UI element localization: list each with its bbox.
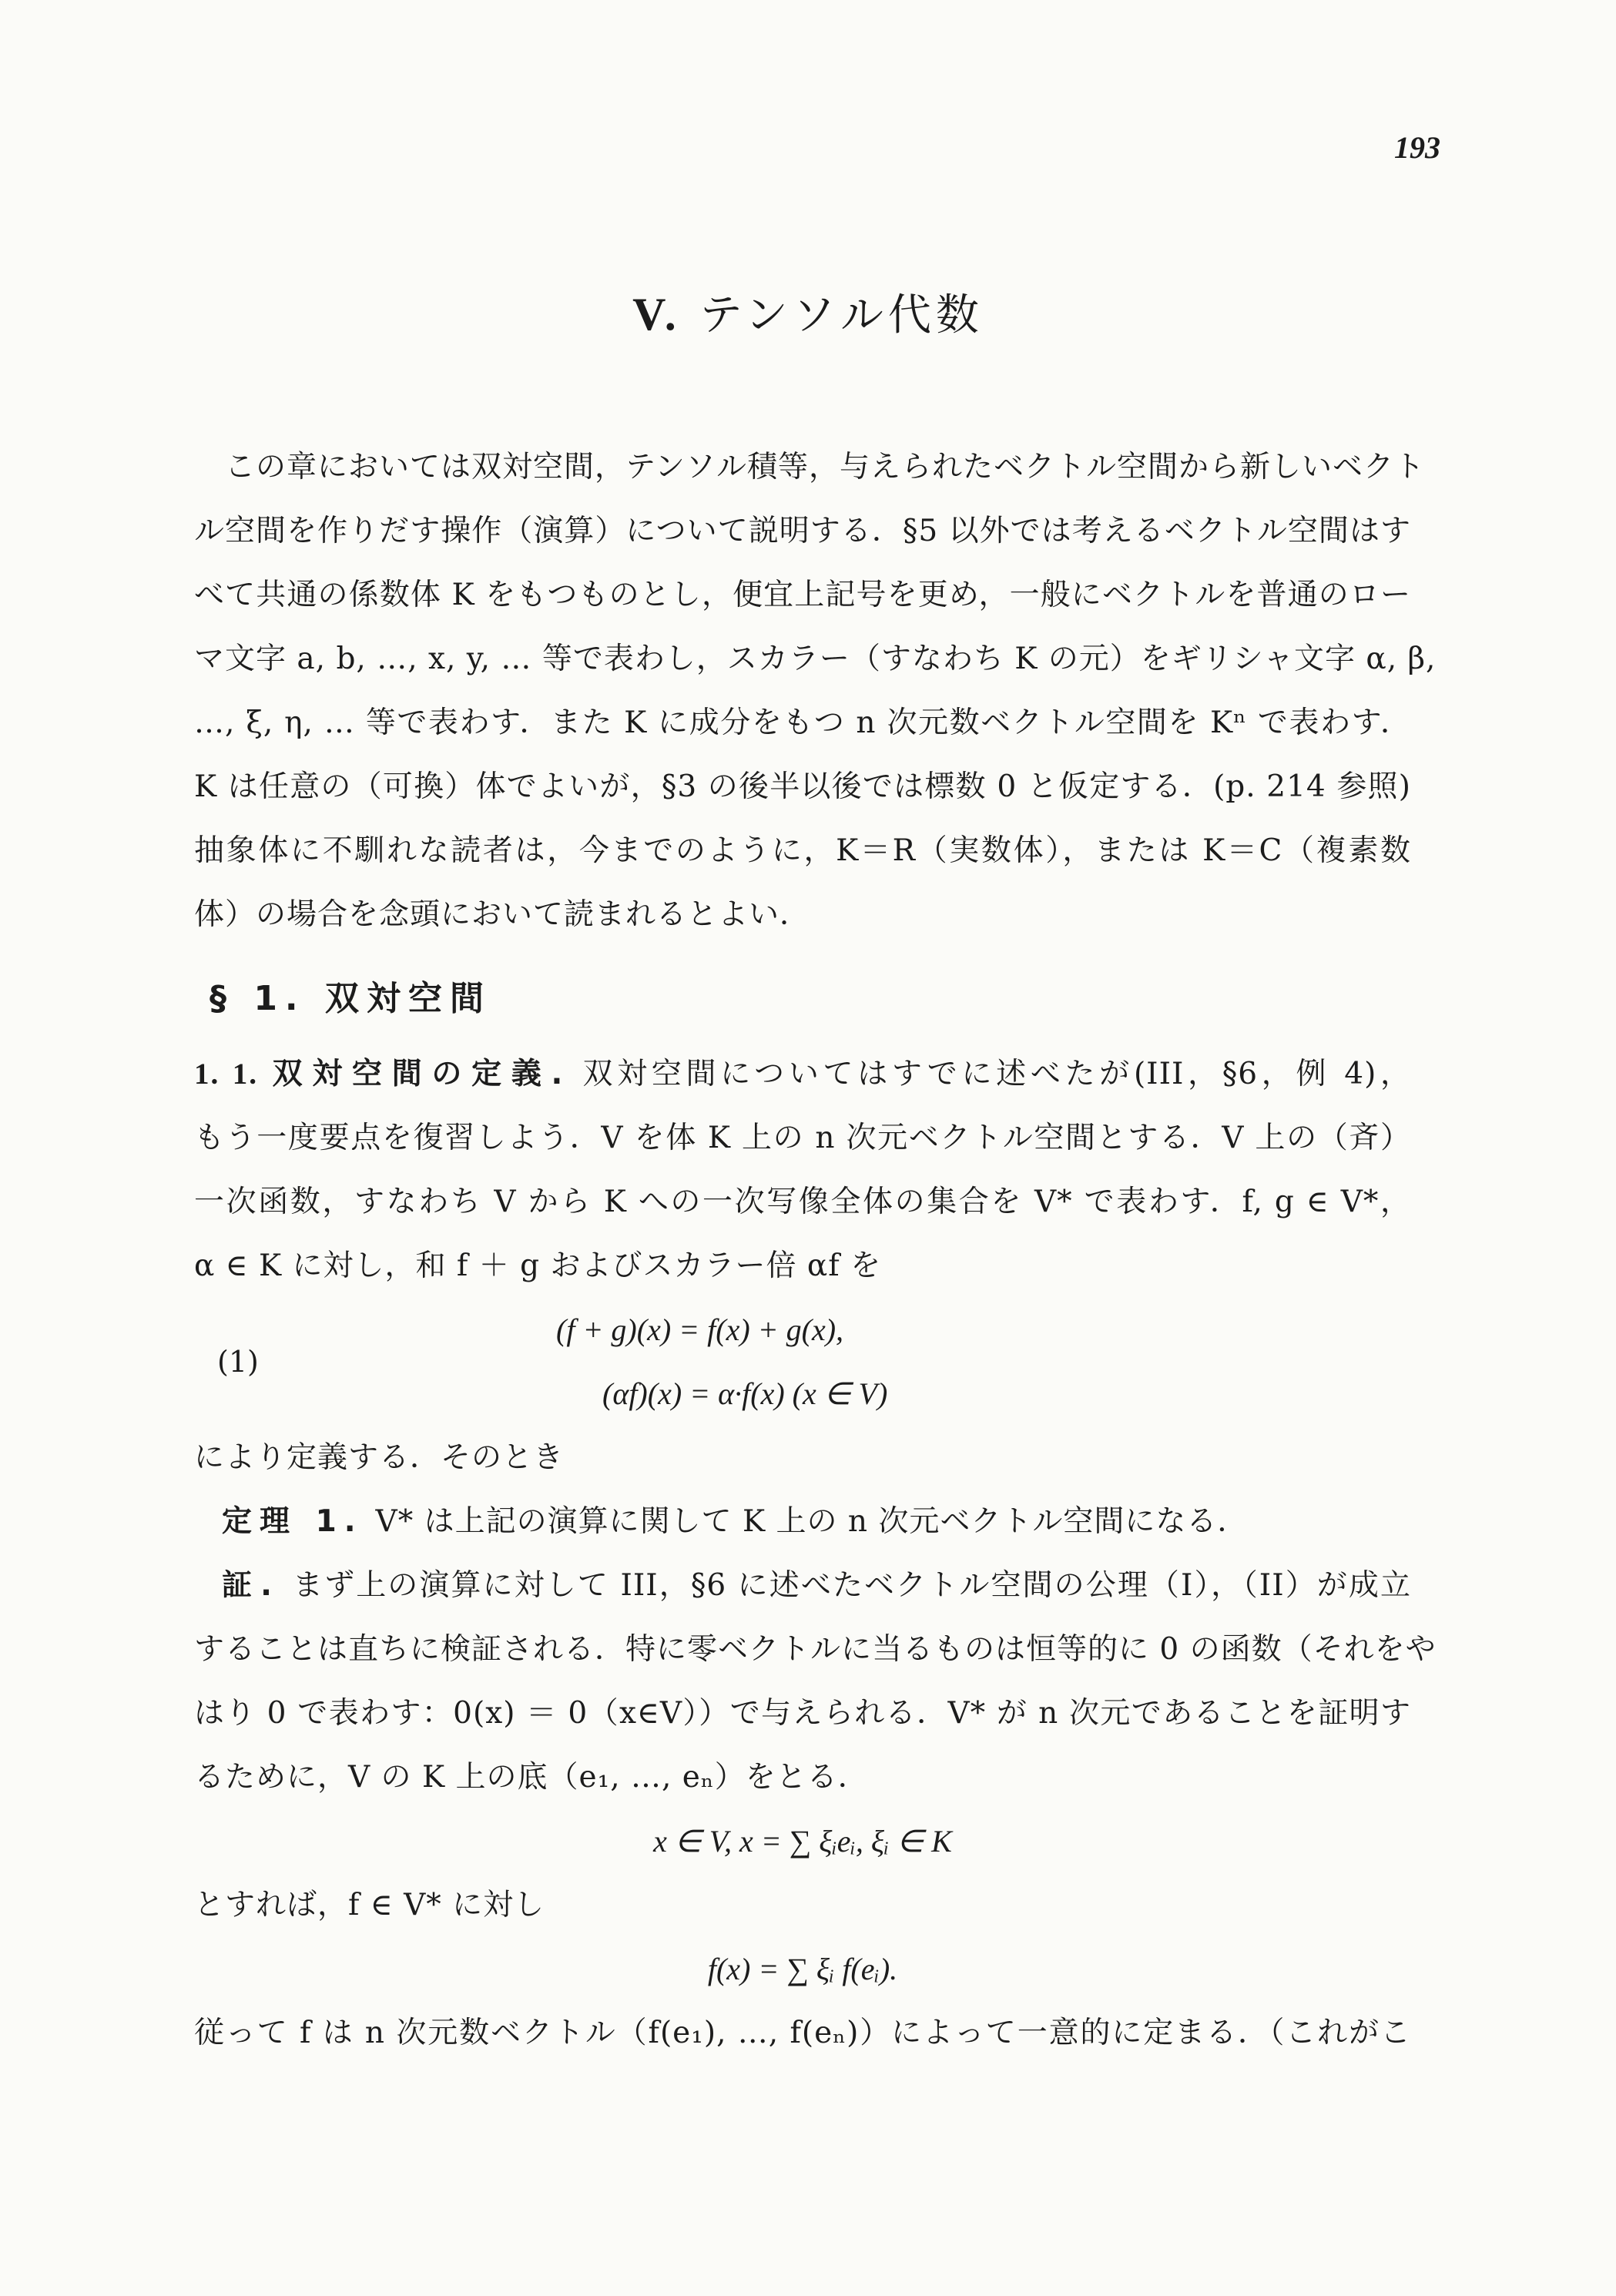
equation-label: (1) bbox=[217, 1345, 259, 1379]
section-heading: § 1. 双対空間 bbox=[210, 979, 491, 1018]
section-body bbox=[194, 1042, 1437, 2065]
intro-line: ル空間を作りだす操作（演算）について説明する．§5 以外では考えるベクトル空間はす bbox=[194, 514, 1411, 548]
body-line: することは直ちに検証される．特に零ベクトルに当るものは恒等的に 0 の函数（それをや bbox=[194, 1632, 1437, 1667]
chapter-numeral: V. bbox=[632, 289, 681, 340]
body-line: により定義する．そのとき bbox=[194, 1440, 565, 1475]
subsection-number: 1. 1. bbox=[194, 1058, 258, 1091]
intro-line: 体）の場合を念頭において読まれるとよい． bbox=[194, 897, 811, 932]
equation-3: f(x) = ∑ ξᵢ f(eᵢ). bbox=[707, 1952, 898, 1986]
equation-1 bbox=[194, 1298, 1411, 1426]
body-line: もう一度要点を復習しよう．V を体 K 上の n 次元ベクトル空間とする．V 上の（斉） bbox=[194, 1121, 1411, 1155]
proof-label: 証. bbox=[222, 1568, 280, 1603]
intro-line: K は任意の（可換）体でよいが，§3 の後半以後では標数 0 と仮定する．(p. 214 参照) bbox=[194, 769, 1411, 804]
intro-line: …, ξ, η, … 等で表わす．また K に成分をもつ n 次元数ベクトル空間を Kⁿ で表わす． bbox=[194, 706, 1411, 740]
body-line: 従って f は n 次元数ベクトル（f(e₁), …, f(eₙ)）によって一意的に定まる．（これがこ bbox=[194, 2016, 1411, 2050]
theorem-text: V* は上記の演算に関して K 上の n 次元ベクトル空間になる． bbox=[375, 1504, 1249, 1539]
intro-line: マ文字 a, b, …, x, y, … 等で表わし，スカラー（すなわち K の元）をギリシャ文字 α, β, bbox=[194, 642, 1437, 676]
subsection-first-line bbox=[194, 1042, 1411, 1106]
theorem bbox=[194, 1490, 1411, 1554]
body-line: とすれば，f ∈ V* に対し bbox=[194, 1888, 545, 1922]
intro-line: この章においては双対空間，テンソル積等，与えられたベクトル空間から新しいベクト bbox=[225, 450, 1426, 484]
subsection-text: 双対空間についてはすでに述べたが(III，§6，例 4)， bbox=[582, 1057, 1411, 1091]
body-line: はり 0 で表わす：0(x) ＝ 0（x∈V））で与えられる．V* が n 次元であることを証明す bbox=[194, 1696, 1411, 1731]
chapter-title-text: テンソル代数 bbox=[699, 290, 984, 340]
body-line: α ∈ K に対し，和 f ＋ g およびスカラー倍 αf を bbox=[194, 1249, 882, 1283]
equation-line: (αf)(x) = α·f(x) (x ∈ V) bbox=[602, 1376, 888, 1411]
theorem-label: 定理 1. bbox=[222, 1504, 364, 1539]
intro-paragraph bbox=[194, 435, 1437, 947]
page-number: 193 bbox=[1394, 130, 1440, 165]
proof-first-line bbox=[194, 1554, 1411, 1617]
intro-line: 抽象体に不馴れな読者は，今までのように，K＝R（実数体），または K＝C（複素数 bbox=[194, 833, 1411, 868]
intro-line: べて共通の係数体 K をもつものとし，便宜上記号を更め，一般にベクトルを普通のロー bbox=[194, 578, 1411, 612]
equation-2: x ∈ V, x = ∑ ξᵢeᵢ, ξᵢ ∈ K bbox=[653, 1824, 952, 1859]
subsection-title: 双対空間の定義. bbox=[268, 1057, 569, 1091]
proof-text: まず上の演算に対して III，§6 に述べたベクトル空間の公理（I），（II）が成立 bbox=[291, 1568, 1411, 1603]
body-line: るために，V の K 上の底（e₁, …, eₙ）をとる． bbox=[194, 1760, 869, 1795]
equation-line: (f + g)(x) = f(x) + g(x), bbox=[556, 1312, 844, 1347]
chapter-title bbox=[0, 281, 1616, 343]
body-line: 一次函数，すなわち V から K への一次写像全体の集合を V* で表わす．f, g ∈ V*， bbox=[194, 1185, 1411, 1219]
